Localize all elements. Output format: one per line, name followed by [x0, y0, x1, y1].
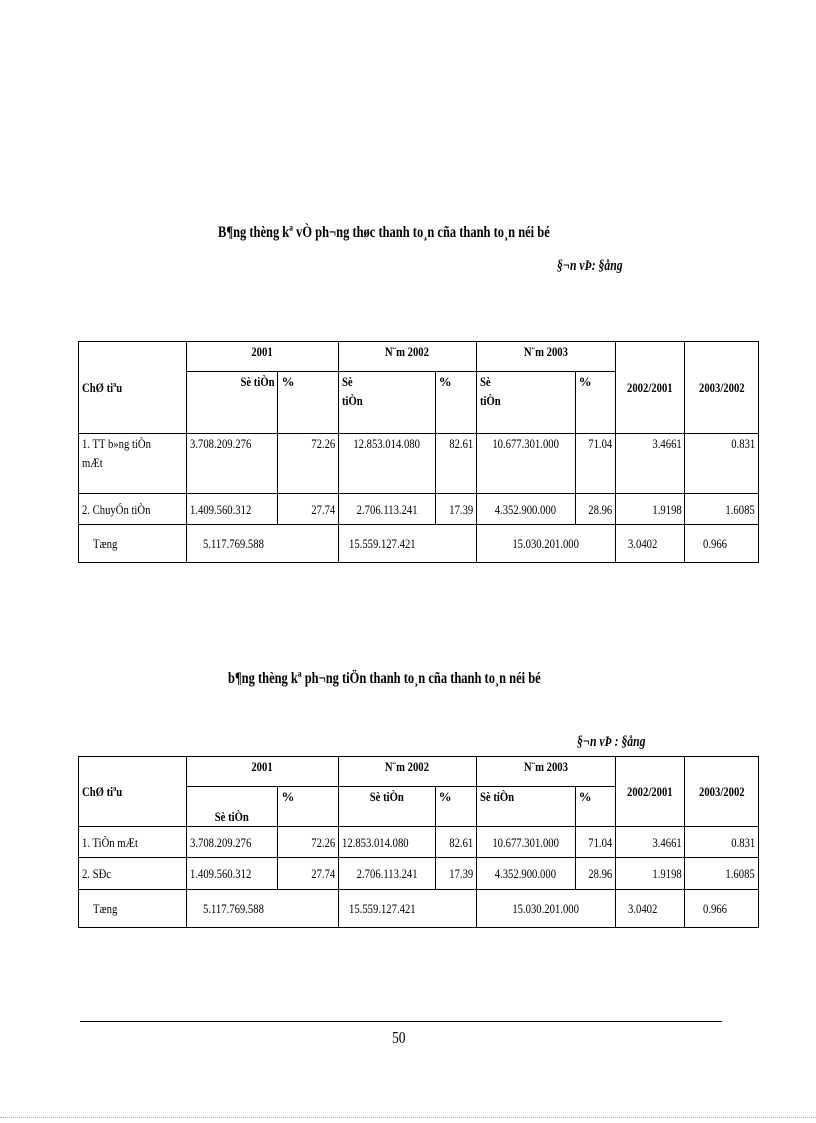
- table1-header-2001: 2001: [186, 342, 338, 372]
- total-ratio-2: 0.966: [685, 525, 759, 563]
- amount-2001: 3.708.209.276: [186, 434, 278, 494]
- ratio-2002-2001: 1.9198: [615, 858, 685, 890]
- table1-unit: §¬n vÞ: §ång: [557, 258, 623, 274]
- table2-header-ratio-1: 2002/2001: [615, 757, 685, 827]
- total-2001: 5.117.769.588: [186, 525, 338, 563]
- table2-header-amount-2001: Sè tiÒn: [186, 787, 278, 827]
- table2-header-2003: N¨m 2003: [476, 757, 615, 787]
- table1-total-row: [79, 525, 759, 563]
- total-2002: 15.559.127.421: [338, 525, 476, 563]
- pct-2001: 72.26: [278, 434, 338, 494]
- table1-header-pct-2003: %: [575, 372, 615, 434]
- total-ratio-1: 3.0402: [615, 525, 685, 563]
- table2-total-row: [79, 890, 759, 928]
- pct-2002: 82.61: [435, 434, 476, 494]
- total-label: Tæng: [79, 890, 187, 928]
- table2-unit: §¬n vÞ : §ång: [577, 734, 646, 750]
- table1-header-amount-2002: Sè tiÒn: [338, 372, 435, 434]
- pct-2002: 17.39: [435, 494, 476, 525]
- table1-header-2003: N¨m 2003: [476, 342, 615, 372]
- ratio-2002-2001: 3.4661: [615, 827, 685, 858]
- ratio-2002-2001: 3.4661: [615, 434, 685, 494]
- pct-2001: 72.26: [278, 827, 338, 858]
- table1-title: B¶ng thèng kª vÒ ph¬ng thøc thanh to¸n cña thanh to¸n néi bé: [218, 224, 550, 241]
- amount-2002: 2.706.113.241: [338, 494, 435, 525]
- amount-2002: 12.853.014.080: [338, 827, 435, 858]
- pct-2001: 27.74: [278, 494, 338, 525]
- table2-header-pct-2003: %: [575, 787, 615, 827]
- amount-2003: 4.352.900.000: [476, 494, 575, 525]
- pct-2002: 82.61: [435, 827, 476, 858]
- amount-2003: 10.677.301.000: [476, 434, 575, 494]
- table-row: [79, 494, 759, 525]
- amount-2001: 1.409.560.312: [186, 858, 278, 890]
- table-row: [79, 434, 759, 494]
- table2-header-pct-2002: %: [435, 787, 476, 827]
- table2: [78, 756, 759, 928]
- row-label: 2. ChuyÓn tiÒn: [79, 494, 187, 525]
- table2-header-amount-2002: Sè tiÒn: [338, 787, 435, 827]
- total-2003: 15.030.201.000: [476, 890, 615, 928]
- pct-2003: 71.04: [575, 434, 615, 494]
- table1-header-indicator: ChØ tiªu: [79, 342, 187, 434]
- ratio-2003-2002: 1.6085: [685, 494, 759, 525]
- total-label: Tæng: [79, 525, 187, 563]
- table2-header-2001: 2001: [186, 757, 338, 787]
- pct-2003: 28.96: [575, 858, 615, 890]
- amount-2002: 2.706.113.241: [338, 858, 435, 890]
- table1-header-pct-2002: %: [435, 372, 476, 434]
- table2-title: b¶ng thèng kª ph¬ng tiÖn thanh to¸n cña thanh to¸n néi bé: [228, 670, 541, 687]
- pct-2003: 71.04: [575, 827, 615, 858]
- ratio-2003-2002: 1.6085: [685, 858, 759, 890]
- table1-header-pct-2001: %: [278, 372, 338, 434]
- table2-header-2002: N¨m 2002: [338, 757, 476, 787]
- page-bottom-edge: [0, 1117, 816, 1118]
- row-label: 1. TiÒn mÆt: [79, 827, 187, 858]
- pct-2003: 28.96: [575, 494, 615, 525]
- table2-header-amount-2003: Sè tiÒn: [476, 787, 575, 827]
- total-2001: 5.117.769.588: [186, 890, 338, 928]
- amount-2003: 10.677.301.000: [476, 827, 575, 858]
- table1: [78, 341, 759, 563]
- table2-header-indicator: ChØ tiªu: [79, 757, 187, 827]
- total-ratio-2: 0.966: [685, 890, 759, 928]
- amount-2001: 1.409.560.312: [186, 494, 278, 525]
- amount-2002: 12.853.014.080: [338, 434, 435, 494]
- total-2002: 15.559.127.421: [338, 890, 476, 928]
- table-row: [79, 827, 759, 858]
- row-label: 1. TT b»ng tiÒn mÆt: [79, 434, 187, 494]
- footer-divider: [80, 1021, 722, 1022]
- table2-header-ratio-2: 2003/2002: [685, 757, 759, 827]
- total-ratio-1: 3.0402: [615, 890, 685, 928]
- table1-header-amount-2003: Sè tiÒn: [476, 372, 575, 434]
- pct-2001: 27.74: [278, 858, 338, 890]
- ratio-2002-2001: 1.9198: [615, 494, 685, 525]
- pct-2002: 17.39: [435, 858, 476, 890]
- row-label: 2. SÐc: [79, 858, 187, 890]
- page-number: 50: [392, 1028, 406, 1047]
- amount-2003: 4.352.900.000: [476, 858, 575, 890]
- table-row: [79, 858, 759, 890]
- table1-header-ratio-1: 2002/2001: [615, 342, 685, 434]
- amount-2001: 3.708.209.276: [186, 827, 278, 858]
- ratio-2003-2002: 0.831: [685, 434, 759, 494]
- table1-header-2002: N¨m 2002: [338, 342, 476, 372]
- total-2003: 15.030.201.000: [476, 525, 615, 563]
- table1-header-ratio-2: 2003/2002: [685, 342, 759, 434]
- ratio-2003-2002: 0.831: [685, 827, 759, 858]
- table2-header-pct-2001: %: [278, 787, 338, 827]
- table1-header-amount-2001: Sè tiÒn: [186, 372, 278, 434]
